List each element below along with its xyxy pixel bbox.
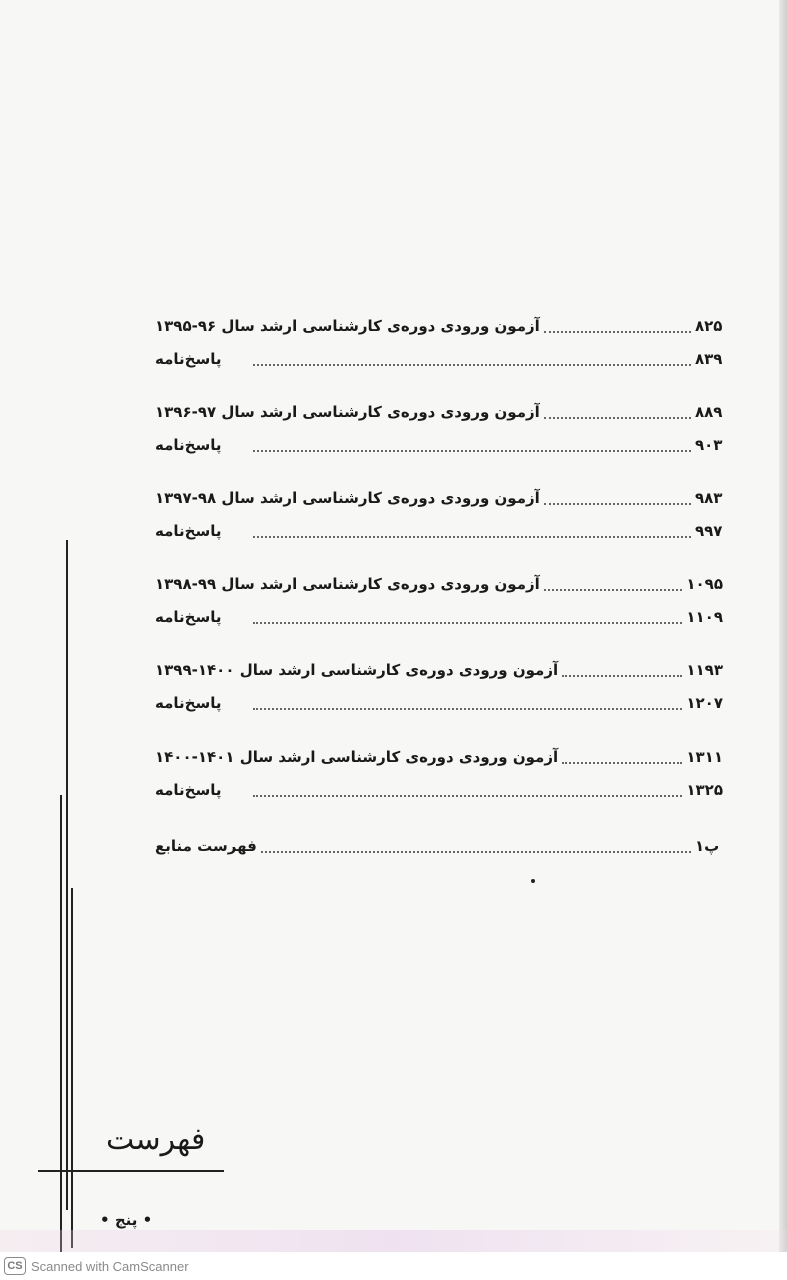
toc-entry-page: ۹۸۳ (695, 489, 723, 507)
toc-entry-page: ۱۳۲۵ (686, 781, 723, 799)
toc-leader-dots (544, 416, 691, 419)
toc-entry-title: آزمون ورودی دوره‌ی کارشناسی ارشد سال ۹۹-۱۳۹۸ (155, 575, 540, 593)
toc-entry-page: ۸۳۹ (695, 350, 723, 368)
toc-entry (155, 772, 723, 802)
toc-leader-dots (253, 794, 682, 797)
toc-entry-title: فهرست منابع (155, 837, 257, 855)
scan-color-band (0, 1230, 787, 1252)
section-title: فهرست (106, 1122, 206, 1157)
stray-dot (531, 879, 535, 883)
toc-entry (155, 480, 723, 510)
toc-entry (155, 341, 723, 371)
toc-leader-dots (253, 363, 691, 366)
toc-leader-dots (253, 535, 691, 538)
toc-entry-page: ۹۰۳ (695, 436, 723, 454)
scanner-watermark (0, 1252, 787, 1280)
toc-entry (155, 828, 723, 858)
toc-entry (155, 566, 723, 596)
bullet-glyph: • (100, 1211, 115, 1229)
toc-entry-title: آزمون ورودی دوره‌ی کارشناسی ارشد سال ۱۴۰۱-۱۴۰۰ (155, 748, 559, 766)
toc-leader-dots (253, 707, 682, 710)
toc-entry (155, 308, 723, 338)
toc-leader-dots (562, 761, 682, 764)
toc-entry-page: ۱۲۰۷ (686, 694, 723, 712)
toc-entry-title: آزمون ورودی دوره‌ی کارشناسی ارشد سال ۹۶-۱۳۹۵ (155, 317, 540, 335)
toc-entry-title: پاسخ‌نامه (155, 350, 222, 368)
toc-entry (155, 513, 723, 543)
toc-entry (155, 739, 723, 769)
toc-entry-title: آزمون ورودی دوره‌ی کارشناسی ارشد سال ۹۷-۱۳۹۶ (155, 403, 540, 421)
page-number-label (100, 1211, 152, 1229)
camscanner-icon: CS (4, 1257, 26, 1275)
toc-entry-page: ۱۱۹۳ (686, 661, 723, 679)
toc-entry-title: پاسخ‌نامه (155, 694, 222, 712)
toc-entry-title: آزمون ورودی دوره‌ی کارشناسی ارشد سال ۹۸-۱۳۹۷ (155, 489, 540, 507)
page-number-text: پنج (114, 1211, 138, 1229)
toc-entry-title: آزمون ورودی دوره‌ی کارشناسی ارشد سال ۱۴۰۰-۱۳۹۹ (155, 661, 559, 679)
toc-leader-dots (253, 621, 682, 624)
toc-entry-page: ۸۸۹ (695, 403, 723, 421)
decorative-vertical-line (71, 888, 73, 1248)
toc-entry-title: پاسخ‌نامه (155, 522, 222, 540)
toc-leader-dots (253, 449, 691, 452)
toc-leader-dots (544, 330, 691, 333)
toc-leader-dots (544, 502, 691, 505)
toc-entry-page: ۱۰۹۵ (686, 575, 723, 593)
toc-entry-title: پاسخ‌نامه (155, 608, 222, 626)
toc-entry-page: پ۱ (695, 837, 720, 855)
toc-entry-page: ۹۹۷ (695, 522, 723, 540)
toc-entry (155, 685, 723, 715)
toc-leader-dots (261, 850, 691, 853)
toc-entry (155, 599, 723, 629)
toc-entry-page: ۸۲۵ (695, 317, 723, 335)
decorative-vertical-line (66, 540, 68, 1210)
decorative-horizontal-line (38, 1170, 224, 1172)
toc-entry-title: پاسخ‌نامه (155, 436, 222, 454)
toc-leader-dots (544, 588, 683, 591)
toc-entry (155, 652, 723, 682)
toc-entry-title: پاسخ‌نامه (155, 781, 222, 799)
watermark-text: Scanned with CamScanner (31, 1258, 189, 1274)
decorative-vertical-line (60, 795, 62, 1255)
bullet-glyph: • (137, 1211, 153, 1229)
toc-entry (155, 394, 723, 424)
toc-entry-page: ۱۱۰۹ (686, 608, 723, 626)
toc-entry (155, 427, 723, 457)
toc-leader-dots (562, 674, 682, 677)
toc-entry-page: ۱۳۱۱ (686, 748, 723, 766)
